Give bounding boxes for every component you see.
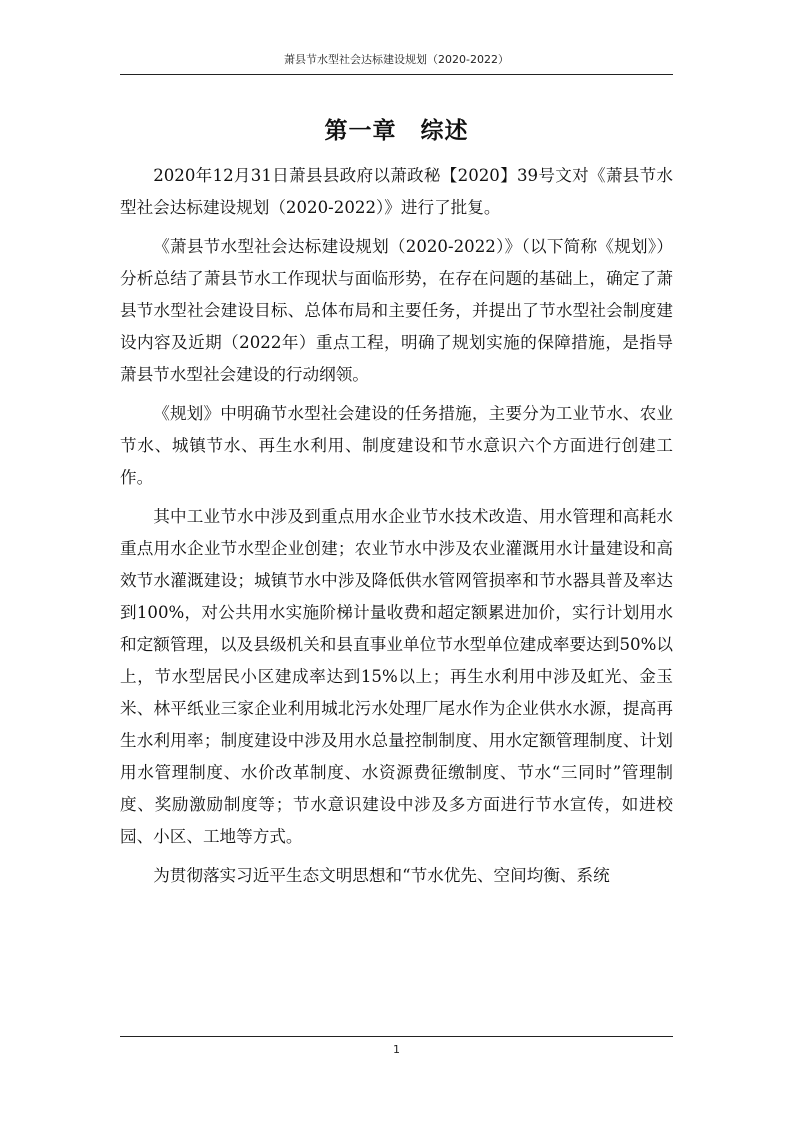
page-number: 1 [393, 1043, 400, 1056]
paragraph-details: 其中工业节水中涉及到重点用水企业节水技术改造、用水管理和高耗水重点用水企业节水型企业创建；农业节水中涉及农业灌溉用水计量建设和高效节水灌溉建设；城镇节水中涉及降低供水管网管损率和节水器具普及率达到100%，对公共用水实施阶梯计量收费和超定额累进加价，实行计划用水和定额管理，以及县级机关和县直事业单位节水型单位建成率要达到50%以上，节水型居民小区建成率达到15%以上；再生水利用中涉及虹光、金玉米、林平纸业三家企业利用城北污水处理厂尾水作为企业供水水源，提高再生水利用率；制度建设中涉及用水总量控制制度、用水定额管理制度、计划用水管理制度、水价改革制度、水资源费征缴制度、节水“三同时”管理制度、奖励激励制度等；节水意识建设中涉及多方面进行节水宣传，如进校园、小区、工地等方式。 [120, 507, 673, 846]
paragraph-task-measures: 《规划》中明确节水型社会建设的任务措施，主要分为工业节水、农业节水、城镇节水、再生水利用、制度建设和节水意识六个方面进行创建工作。 [120, 404, 673, 487]
paragraph-approval: 2020年12月31日萧县县政府以萧政秘【2020】39号文对《萧县节水型社会达标建设规划（2020-2022）》进行了批复。 [120, 166, 673, 217]
running-header [120, 48, 673, 75]
body-text [120, 160, 673, 899]
chapter-title: 第一章 综述 [324, 118, 469, 144]
running-header-title: 萧县节水型社会达标建设规划（2020-2022） [284, 53, 509, 66]
page-footer [120, 1036, 673, 1056]
paragraph-continuation: 为贯彻落实习近平生态文明思想和“节水优先、空间均衡、系统 [153, 866, 610, 885]
paragraph-plan-summary: 《萧县节水型社会达标建设规划（2020-2022）》（以下简称《规划》）分析总结了萧县节水工作现状与面临形势，在存在问题的基础上，确定了萧县节水型社会建设目标、总体布局和主要任务，并提出了节水型社会制度建设内容及近期（2022年）重点工程，明确了规划实施的保障措施，是指导萧县节水型社会建设的行动纲领。 [120, 237, 673, 384]
